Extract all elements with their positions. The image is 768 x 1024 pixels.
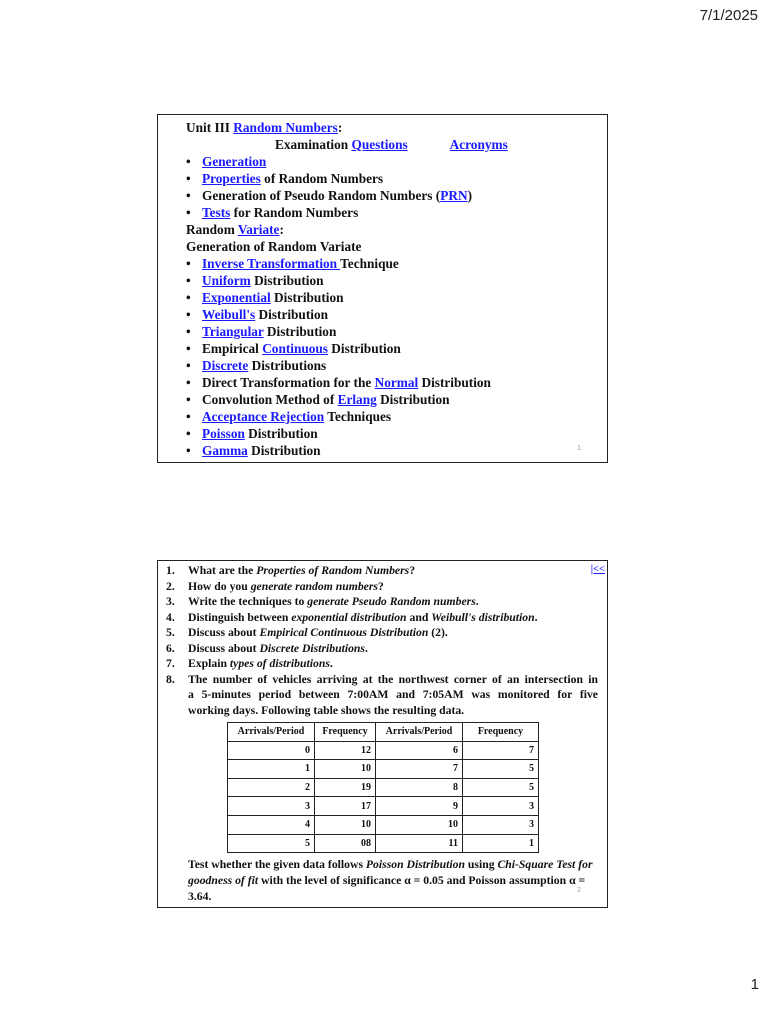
rv-item: • Discrete Distributions	[186, 358, 327, 373]
rv-link[interactable]: Gamma	[202, 443, 248, 458]
prn-link[interactable]: PRN	[440, 188, 468, 203]
bullet-icon: •	[186, 307, 191, 322]
slide-number: 1	[577, 445, 581, 452]
question-item: 5. Discuss about Empirical Continuous Distribution (2).	[166, 626, 448, 639]
variate-link[interactable]: Variate	[237, 222, 280, 237]
alpha-symbol: α	[569, 874, 576, 887]
table-cell: 9	[376, 797, 463, 816]
table-header: Arrivals/Period	[376, 723, 463, 742]
acronyms-link[interactable]: Acronyms	[449, 137, 508, 152]
rv-link[interactable]: Continuous	[262, 341, 328, 356]
table-cell: 3	[463, 797, 539, 816]
alpha-symbol: α	[404, 874, 411, 887]
table-cell: 7	[463, 741, 539, 760]
bullet-icon: •	[186, 205, 191, 220]
question-item: 4. Distinguish between exponential distribution and Weibull's distribution.	[166, 610, 538, 624]
rn-item-generation	[186, 153, 508, 170]
table-cell: 11	[376, 834, 463, 853]
rv-item: • Direct Transformation for the Normal Distribution	[186, 375, 491, 390]
table-cell: 1	[463, 834, 539, 853]
bullet-icon: •	[186, 171, 191, 186]
question-8-line3: working days. Following table shows the resulting data.	[188, 703, 465, 717]
table-cell: 6	[376, 741, 463, 760]
table-cell: 7	[376, 760, 463, 779]
exam-links-line: Examination Questions Acronyms	[275, 137, 508, 152]
table-cell: 5	[463, 760, 539, 779]
table-cell: 1	[228, 760, 315, 779]
question-item: 2. How do you generate random numbers?	[166, 579, 384, 593]
rn-item-prn: • Generation of Pseudo Random Numbers (PRN)	[186, 188, 472, 203]
rv-item: • Weibull's Distribution	[186, 307, 328, 322]
rv-link[interactable]: Discrete	[202, 358, 249, 373]
table-cell: 17	[315, 797, 376, 816]
bullet-icon: •	[186, 273, 191, 288]
rv-item: • Acceptance Rejection Techniques	[186, 409, 392, 424]
rv-link[interactable]: Triangular	[202, 324, 264, 339]
question-item: 7. Explain types of distributions.	[166, 657, 333, 670]
table-cell: 3	[228, 797, 315, 816]
table-row	[228, 760, 539, 779]
slide-examination-questions	[157, 560, 608, 908]
question-8-line2: a 5-minutes period between 7:00AM and 7:05AM was monitored for five	[188, 688, 598, 701]
bullet-icon: •	[186, 409, 191, 424]
table-cell: 10	[376, 815, 463, 834]
table-row	[228, 741, 539, 760]
generation-link[interactable]: Generation	[202, 154, 267, 169]
table-header: Frequency	[463, 723, 539, 742]
chi-square-task: Test whether the given data follows Poisson Distribution using Chi-Square Test for goodness of fit with the level of significance α = 0.05 and Poisson assumption α = 3.64.	[188, 858, 593, 903]
table-row	[228, 797, 539, 816]
slide-unit-iii-overview	[157, 114, 608, 463]
bullet-icon: •	[186, 256, 191, 271]
bullet-icon: •	[186, 375, 191, 390]
unit-title: Unit III Random Numbers:	[186, 120, 343, 135]
table-row	[228, 815, 539, 834]
question-item: 6. Discuss about Discrete Distributions.	[166, 641, 368, 655]
table-row	[228, 834, 539, 853]
bullet-icon: •	[186, 188, 191, 203]
slide-number: 2	[577, 887, 581, 894]
table-row	[228, 778, 539, 797]
rv-link[interactable]: Weibull's	[202, 307, 256, 322]
rv-link[interactable]: Uniform	[202, 273, 251, 288]
rv-item: • Triangular Distribution	[186, 324, 337, 339]
table-header: Frequency	[315, 723, 376, 742]
rv-link[interactable]: Erlang	[337, 392, 377, 407]
questions-link[interactable]: Questions	[351, 137, 408, 152]
tests-link[interactable]: Tests	[202, 205, 231, 220]
rn-item-properties: • Properties of Random Numbers	[186, 171, 384, 186]
slide1-content	[186, 119, 508, 459]
random-numbers-link[interactable]: Random Numbers	[233, 120, 338, 135]
random-variate-list	[186, 255, 508, 459]
table-header-row	[228, 723, 539, 742]
header-date: 7/1/2025	[699, 7, 758, 24]
generation-of-random-variate: Generation of Random Variate	[186, 239, 362, 254]
table-cell: 4	[228, 815, 315, 834]
rv-item: • Uniform Distribution	[186, 273, 324, 288]
rv-item: • Gamma Distribution	[186, 443, 321, 458]
bullet-icon: •	[186, 341, 191, 356]
bullet-icon: •	[186, 392, 191, 407]
arrivals-frequency-table	[227, 722, 539, 853]
slide2-questions	[166, 563, 598, 718]
rv-item: • Exponential Distribution	[186, 290, 344, 305]
question-item: 3. Write the techniques to generate Pseudo Random numbers.	[166, 595, 479, 608]
rv-link[interactable]: Exponential	[202, 290, 271, 305]
table-cell: 2	[228, 778, 315, 797]
table-cell: 19	[315, 778, 376, 797]
table-cell: 08	[315, 834, 376, 853]
table-cell: 8	[376, 778, 463, 797]
table-cell: 5	[463, 778, 539, 797]
table-header: Arrivals/Period	[228, 723, 315, 742]
question-list	[166, 563, 598, 672]
table-cell: 5	[228, 834, 315, 853]
bullet-icon: •	[186, 290, 191, 305]
question-item: 1. What are the Properties of Random Numbers?	[166, 564, 416, 577]
table-cell: 3	[463, 815, 539, 834]
rv-link[interactable]: Normal	[374, 375, 419, 390]
rv-item: • Empirical Continuous Distribution	[186, 341, 401, 356]
properties-link[interactable]: Properties	[202, 171, 261, 186]
rv-item: • Poisson Distribution	[186, 426, 318, 441]
question-8-line1: 8. The number of vehicles arriving at the northwest corner of an intersection in	[166, 672, 598, 686]
page-number: 1	[750, 976, 759, 993]
bullet-icon: •	[186, 443, 191, 458]
bullet-icon: •	[186, 426, 191, 441]
rv-link[interactable]: Acceptance Rejection	[202, 409, 325, 424]
bullet-icon: •	[186, 324, 191, 339]
back-link[interactable]: |<<	[590, 564, 605, 575]
bullet-icon: •	[186, 154, 191, 169]
random-variate-heading: Random Variate:	[186, 222, 284, 237]
bullet-icon: •	[186, 358, 191, 373]
table-cell: 12	[315, 741, 376, 760]
table-cell: 10	[315, 760, 376, 779]
rn-item-tests: • Tests for Random Numbers	[186, 205, 359, 220]
rv-link[interactable]: Inverse Transformation	[202, 256, 341, 271]
table-cell: 10	[315, 815, 376, 834]
rv-item: • Convolution Method of Erlang Distribution	[186, 392, 450, 407]
rv-item: • Inverse Transformation Technique	[186, 256, 399, 271]
table-cell: 0	[228, 741, 315, 760]
rv-link[interactable]: Poisson	[202, 426, 245, 441]
